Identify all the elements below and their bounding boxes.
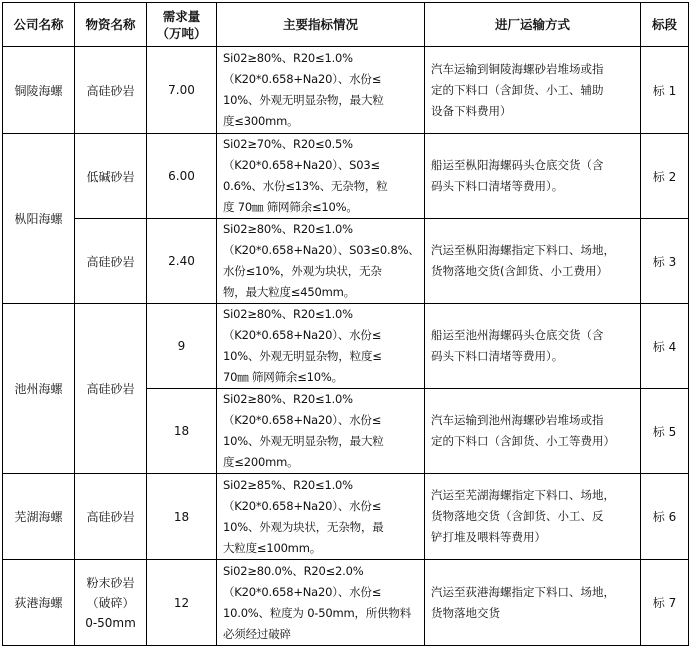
material-cell (75, 560, 147, 646)
material-cell: 高硅砂岩 (75, 47, 147, 134)
header-transport: 进厂运输方式 (425, 3, 641, 47)
transport-line: 定的下料口（含卸货、小工等费用） (431, 434, 615, 448)
spec-line: 10%、外观无明显杂物，最大粒 (223, 93, 384, 107)
transport-line: 汽车运输到铜陵海螺砂岩堆场或指 (431, 61, 604, 76)
transport-line: 货物落地交货（含卸货、小工、反 (431, 509, 604, 523)
transport-cell (425, 47, 641, 134)
spec-line: 水份≤10%，外观为块状，无杂 (223, 264, 382, 278)
table-row (3, 304, 689, 389)
header-demand-line1: 需求量 (162, 8, 201, 24)
table-row (3, 560, 689, 646)
table-row (3, 219, 689, 304)
material-line: （破碎） (86, 595, 135, 610)
company-cell: 荻港海螺 (3, 560, 75, 646)
company-cell: 枞阳海螺 (3, 134, 75, 304)
lot-cell: 标 1 (641, 47, 689, 134)
table-row (3, 134, 689, 219)
transport-line: 货物落地交货(含卸货、小工费用） (431, 264, 608, 278)
spec-line: （K20*0.658+Na20）、S03≤0.8%、 (223, 243, 420, 257)
transport-cell (425, 219, 641, 304)
transport-line: 码头下料口清堵等费用）。 (431, 179, 564, 193)
spec-line: Si02≥85%、R20≤1.0% (223, 477, 353, 492)
transport-line: 铲打堆及喂料等费用） (431, 530, 546, 544)
table-row (3, 474, 689, 560)
lot-cell: 标 4 (641, 304, 689, 389)
transport-line: 汽车运输到池州海螺砂岩堆场或指 (431, 413, 604, 427)
demand-cell: 2.40 (147, 219, 217, 304)
spec-cell (217, 560, 425, 646)
spec-line: （K20*0.658+Na20）、水份≤ (223, 328, 382, 342)
material-cell: 高硅砂岩 (75, 219, 147, 304)
spec-cell (217, 304, 425, 389)
header-demand-line2: （万吨） (156, 25, 207, 41)
demand-cell: 18 (147, 389, 217, 474)
procurement-table (2, 2, 689, 646)
spec-line: Si02≥80%、R20≤1.0% (223, 307, 353, 321)
spec-cell (217, 47, 425, 134)
spec-line: Si02≥80.0%、R20≤2.0% (223, 563, 364, 578)
spec-cell (217, 134, 425, 219)
lot-cell: 标 7 (641, 560, 689, 646)
material-line: 0-50mm (85, 615, 136, 630)
transport-line: 汽运至荻港海螺指定下料口、场地， (431, 584, 615, 599)
transport-line: 设备下料费用） (431, 103, 512, 118)
lot-cell: 标 5 (641, 389, 689, 474)
transport-cell (425, 389, 641, 474)
lot-cell: 标 2 (641, 134, 689, 219)
spec-line: 物，最大粒度≤450mm。 (223, 285, 355, 299)
spec-line: 10%、外观为块状，无杂物，最 (223, 519, 384, 534)
transport-line: 汽运至枞阳海螺指定下料口、场地， (431, 243, 615, 257)
spec-line: 度 70㎜ 筛网筛余≤10%。 (223, 200, 358, 214)
spec-line: Si02≥80%、R20≤1.0% (223, 222, 353, 236)
spec-line: （K20*0.658+Na20）、水份≤ (223, 72, 382, 86)
transport-line: 船运至池州海螺码头仓底交货（含 (431, 328, 604, 342)
transport-line: 船运至枞阳海螺码头仓底交货（含 (431, 158, 604, 172)
spec-line: 10%、外观无明显杂物，粒度≤ (223, 349, 382, 363)
material-line: 粉末砂岩 (86, 575, 135, 590)
spec-line: 10%、外观无明显杂物，最大粒 (223, 434, 384, 448)
lot-cell: 标 3 (641, 219, 689, 304)
lot-cell: 标 6 (641, 474, 689, 560)
spec-line: Si02≥80%、R20≤1.0% (223, 51, 353, 65)
spec-line: 70㎜ 筛网筛余≤10%。 (223, 370, 343, 384)
transport-cell (425, 474, 641, 560)
spec-cell (217, 219, 425, 304)
spec-line: Si02≥80%、R20≤1.0% (223, 392, 353, 406)
company-cell: 池州海螺 (3, 304, 75, 474)
transport-line: 汽运至芜湖海螺指定下料口、场地， (431, 488, 615, 502)
spec-line: 0.6%、水份≤13%、无杂物，粒 (223, 179, 388, 193)
demand-cell: 9 (147, 304, 217, 389)
header-lot: 标段 (641, 3, 689, 47)
transport-line: 货物落地交货 (431, 605, 500, 620)
header-spec: 主要指标情况 (217, 3, 425, 47)
spec-line: 度≤300mm。 (223, 114, 299, 128)
transport-cell (425, 304, 641, 389)
header-row (3, 3, 689, 47)
demand-cell: 12 (147, 560, 217, 646)
transport-line: 定的下料口（含卸货、小工、辅助 (431, 82, 604, 97)
spec-line: 10.0%、粒度为 0-50mm，所供物料 (223, 605, 411, 620)
material-cell: 低碱砂岩 (75, 134, 147, 219)
header-company: 公司名称 (3, 3, 75, 47)
demand-cell: 6.00 (147, 134, 217, 219)
header-demand (147, 3, 217, 47)
spec-line: 度≤200mm。 (223, 455, 299, 469)
demand-cell: 18 (147, 474, 217, 560)
spec-line: 必须经过破碎 (223, 626, 291, 641)
transport-line: 码头下料口清堵等费用）。 (431, 349, 564, 363)
demand-cell: 7.00 (147, 47, 217, 134)
transport-cell (425, 134, 641, 219)
material-cell: 高硅砂岩 (75, 474, 147, 560)
spec-line: （K20*0.658+Na20）、水份≤ (223, 584, 382, 599)
company-cell: 芜湖海螺 (3, 474, 75, 560)
spec-line: Si02≥70%、R20≤0.5% (223, 137, 353, 151)
spec-line: 大粒度≤100mm。 (223, 540, 321, 555)
transport-cell (425, 560, 641, 646)
table-row (3, 47, 689, 134)
company-cell: 铜陵海螺 (3, 47, 75, 134)
spec-cell (217, 474, 425, 560)
spec-line: （K20*0.658+Na20）、水份≤ (223, 413, 382, 427)
spec-cell (217, 389, 425, 474)
spec-line: （K20*0.658+Na20）、S03≤ (223, 158, 380, 172)
header-material: 物资名称 (75, 3, 147, 47)
spec-line: （K20*0.658+Na20）、水份≤ (223, 498, 382, 513)
material-cell: 高硅砂岩 (75, 304, 147, 474)
